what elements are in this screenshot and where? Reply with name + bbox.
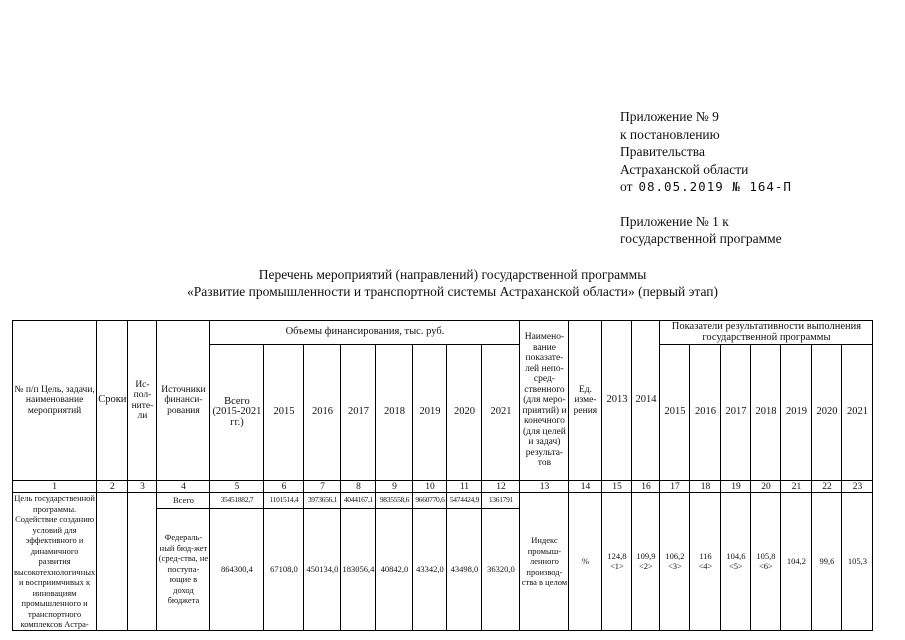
appendix-date-line: [620, 178, 792, 196]
appendix-line: Приложение № 1 к: [620, 213, 729, 229]
financing-federal-value: 183056,4: [341, 508, 376, 630]
header-2014: 2014: [632, 321, 660, 481]
header-results: Показатели результативности выполнения государственной программы: [660, 321, 873, 345]
source-federal: Федераль-ный бюд-жет (сред-ства, не поступа-ющие в доход бюджета: [157, 508, 210, 630]
column-number: 20: [751, 481, 781, 493]
indicator-unit: %: [569, 493, 602, 631]
result-value: 99,6: [812, 493, 842, 631]
header-total: Всего (2015-2021 гг.): [210, 345, 264, 481]
column-number: 17: [660, 481, 690, 493]
financing-total-value: 3973656,1: [304, 493, 341, 509]
header-financing: Объемы финансирования, тыс. руб.: [210, 321, 520, 345]
column-number: 14: [569, 481, 602, 493]
appendix-line: Правительства: [620, 144, 705, 159]
column-number: 5: [210, 481, 264, 493]
source-total: Всего: [157, 493, 210, 509]
column-number: 23: [842, 481, 873, 493]
column-number: 13: [520, 481, 569, 493]
appendix-line: Приложение № 9: [620, 109, 719, 124]
result-value: 104,6 <5>: [721, 493, 751, 631]
header-executors: Ис-пол-ните-ли: [128, 321, 157, 481]
column-number: 12: [482, 481, 520, 493]
decree-number: 08.05.2019 № 164-П: [638, 179, 792, 194]
column-number: 4: [157, 481, 210, 493]
header-fin-year: 2017: [341, 345, 376, 481]
header-fin-year: 2016: [304, 345, 341, 481]
header-fin-year: 2019: [413, 345, 447, 481]
column-number: 21: [781, 481, 812, 493]
appendix-line: к постановлению: [620, 126, 720, 142]
result-value: 105,3: [842, 493, 873, 631]
header-indicator-name: Наимено-вание показате-лей непо-сред-ственного (для меро-приятий) и конечного (для целей и задач) результа-тов: [520, 321, 569, 481]
financing-total-value: 9835558,6: [376, 493, 413, 509]
column-number: 18: [690, 481, 721, 493]
header-sources: Источники финанси-рования: [157, 321, 210, 481]
column-number: 15: [602, 481, 632, 493]
financing-federal-value: 450134,0: [304, 508, 341, 630]
title-line-1: Перечень мероприятий (направлений) государственной программы: [258, 267, 647, 282]
column-number: 3: [128, 481, 157, 493]
financing-federal-value: 43342,0: [413, 508, 447, 630]
column-number: 8: [341, 481, 376, 493]
financing-federal-value: 36320,0: [482, 508, 520, 630]
column-number: 1: [13, 481, 97, 493]
financing-federal-value: 43498,0: [447, 508, 482, 630]
financing-total-value: 4044167,1: [341, 493, 376, 509]
appendix-line: государственной программе: [620, 231, 782, 246]
header-fin-year: 2021: [482, 345, 520, 481]
financing-total-value: 5474424,9: [447, 493, 482, 509]
financing-total-value: 1361791: [482, 493, 520, 509]
column-number: 9: [376, 481, 413, 493]
column-number: 6: [264, 481, 304, 493]
header-res-year: 2019: [781, 345, 812, 481]
appendix-date-prefix: от: [620, 179, 633, 194]
appendix-block: [620, 108, 792, 248]
financing-federal-value: 67108,0: [264, 508, 304, 630]
header-res-year: 2021: [842, 345, 873, 481]
financing-federal-value: 40842,0: [376, 508, 413, 630]
header-col-1: № п/п Цель, задачи, наименование мероприятий: [13, 321, 97, 481]
header-res-year: 2015: [660, 345, 690, 481]
column-number: 19: [721, 481, 751, 493]
title-line-2: «Развитие промышленности и транспортной системы Астраханской области» (первый этап): [186, 284, 718, 299]
result-value: 116 <4>: [690, 493, 721, 631]
header-res-year: 2017: [721, 345, 751, 481]
executors-cell: [128, 493, 157, 631]
column-number: 7: [304, 481, 341, 493]
value-2013: 124,8 <1>: [602, 493, 632, 631]
result-value: 104,2: [781, 493, 812, 631]
column-number: 2: [97, 481, 128, 493]
column-number: 16: [632, 481, 660, 493]
header-unit: Ед. изме-рения: [569, 321, 602, 481]
document-title: [0, 266, 905, 300]
appendix-line: Астраханской области: [620, 161, 749, 177]
header-2013: 2013: [602, 321, 632, 481]
financing-total-value: 9660770,6: [413, 493, 447, 509]
header-res-year: 2016: [690, 345, 721, 481]
result-value: 106,2 <3>: [660, 493, 690, 631]
indicator-name: Индекс промыш-ленного производ-ства в целом: [520, 493, 569, 631]
value-2014: 109,9 <2>: [632, 493, 660, 631]
header-terms: Сроки: [97, 321, 128, 481]
financing-total-value: 35451882,7: [210, 493, 264, 509]
header-res-year: 2018: [751, 345, 781, 481]
header-fin-year: 2020: [447, 345, 482, 481]
column-number: 11: [447, 481, 482, 493]
header-fin-year: 2018: [376, 345, 413, 481]
financing-federal-value: 864300,4: [210, 508, 264, 630]
column-number: 10: [413, 481, 447, 493]
result-value: 105,8 <6>: [751, 493, 781, 631]
header-fin-year: 2015: [264, 345, 304, 481]
financing-total-value: 1101514,4: [264, 493, 304, 509]
column-number: 22: [812, 481, 842, 493]
terms-cell: [97, 493, 128, 631]
measures-table: [12, 320, 873, 631]
goal-text: Цель государственной программы. Содействие созданию условий для эффективного и динамичного развития высокотехнологичных и восприимчивых к инновациям промышленного и транспортного комплексов Астра-: [14, 493, 96, 629]
header-res-year: 2020: [812, 345, 842, 481]
